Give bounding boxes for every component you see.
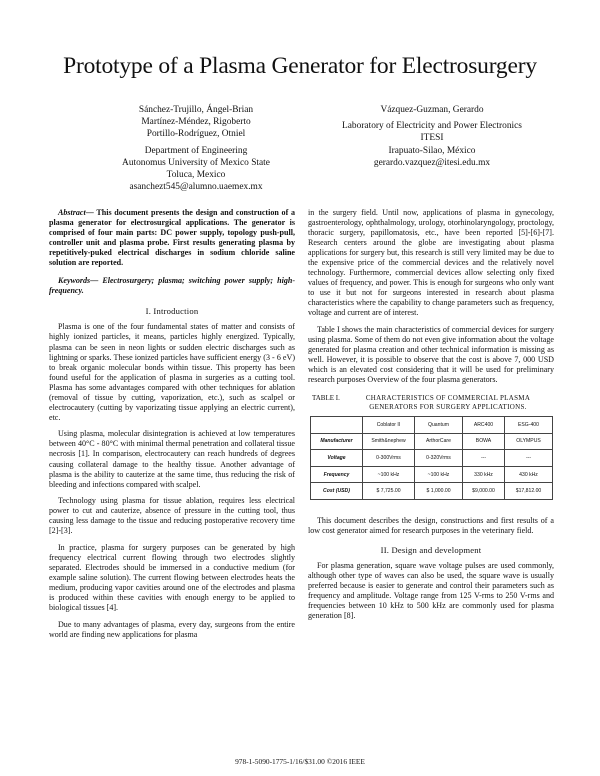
body-paragraph: Table I shows the main characteristics of commercial devices for surgery using plasma. Some of them do not even give information about the voltage generated for plasma creation and other technical information is missing as well. However, it is possible to observe that the cost is above 7, 000 USD which is an elevated cost considering that it will be used for preliminary research purposes Overview of the four plasma generators. xyxy=(308,325,554,385)
author-affiliation: ITESI xyxy=(420,133,444,144)
abstract-label: Abstract— xyxy=(58,208,94,217)
table-cell: --- xyxy=(505,450,553,467)
table-cell: ~100 kHz xyxy=(415,466,463,483)
author-affiliation: Department of Engineering xyxy=(144,145,248,156)
table-cell: $9,000.00 xyxy=(463,483,505,500)
left-column xyxy=(49,208,295,646)
author-email: gerardo.vazquez@itesi.edu.mx xyxy=(373,157,491,168)
table-header-cell xyxy=(311,417,363,434)
table-header-cell: ARC400 xyxy=(463,417,505,434)
author-affiliation: Toluca, Mexico xyxy=(166,170,226,181)
section-heading-introduction: I. Introduction xyxy=(145,306,199,317)
table-cell: Smith&nephew xyxy=(363,433,415,450)
section-heading-design: II. Design and development xyxy=(380,545,482,556)
body-paragraph: Using plasma, molecular disintegration is achieved at low temperatures between 40°C - 80°C with minimal thermal penetration and collateral tissue necrosis [1]. In comparison, electrocautery can reach hundreds of degrees causing collateral damage to the healthy tissue. Another advantage of plasma is the ability to cauterize at the same time, thus reducing the risk of bleeding and infections compared with scalpel. xyxy=(49,429,295,489)
author-name: Martínez-Méndez, Rigoberto xyxy=(141,117,251,128)
table-cell: ~100 kHz xyxy=(363,466,415,483)
abstract xyxy=(49,208,295,268)
table-row xyxy=(311,466,553,483)
table-cell: $ 7,725.00 xyxy=(363,483,415,500)
author-affiliation: Laboratory of Electricity and Power Electronics xyxy=(342,121,522,132)
table-header-row xyxy=(311,417,553,434)
table-cell: 0-320Vrms xyxy=(415,450,463,467)
author-block-left xyxy=(76,104,316,193)
table-header-cell: Coblator II xyxy=(363,417,415,434)
table-cell: 330 kHz xyxy=(463,466,505,483)
table-header-cell: ESG-400 xyxy=(505,417,553,434)
table-cell: 430 kHz xyxy=(505,466,553,483)
table-row-label: Frequency xyxy=(311,466,363,483)
table-label: TABLE I. xyxy=(312,394,340,403)
copyright-footer: 978-1-5090-1775-1/16/$31.00 ©2016 IEEE xyxy=(235,757,365,766)
commercial-generators-table xyxy=(310,416,553,500)
table-cell: --- xyxy=(463,450,505,467)
body-paragraph: For plasma generation, square wave voltage pulses are used commonly, although other type of waves can also be used, the square wave is usually preferred because is easier to generate and control their parameters such as frequency and amplitude. Voltage range from 125 V-rms to 250 V-rms and frequencies between 10 kHz to 500 kHz are commonly used for plasma generation [8]. xyxy=(308,561,554,621)
keywords: Keywords— Electrosurgery; plasma; switching power supply; high-frequency. xyxy=(49,276,295,296)
table-row-label: Cost (USD) xyxy=(311,483,363,500)
author-email: asanchezt545@alumno.uaemex.mx xyxy=(129,182,263,193)
body-paragraph: Technology using plasma for tissue ablation, requires less electrical power to cut and cauterize, absence of pressure in the cutting tool, thus causing less damage to the tissue and reducing postoperative recovery time [2]-[3]. xyxy=(49,496,295,536)
author-affiliation: Autonomus University of Mexico State xyxy=(122,157,270,168)
right-column xyxy=(308,208,554,628)
author-name: Sánchez-Trujillo, Ángel-Brian xyxy=(138,105,254,115)
body-paragraph: in the surgery field. Until now, applications of plasma in gynecology, gastroenterology, ophthalmology, urology, otorhinolaryngology, proctology, thoracic surgery, papillomatosis, etc., have been reported [5]-[6]-[7]. Research centers around the globe are investigating about plasma applications for surgery but, this research is still very limited may be due to the expensive price of the commercial devices and the relatively novel technology. Furthermore, commercial devices allow selecting only fixed values of frequency, and power. This is enough for surgeons who only want to use it but not for surgeons interested in research about plasma characteristics where the capability to change parameters such as frequency, voltage and current are of interest. xyxy=(308,208,554,318)
paper-title: Prototype of a Plasma Generator for Electrosurgery xyxy=(63,53,537,79)
body-paragraph: Plasma is one of the four fundamental states of matter and consists of highly ionized particles, it means, particles highly energized. Typically, plasma can be seen in neon lights or sudden electric discharges such as lightning or sparks. These ionized particles have sufficient energy (3 - 6 eV) to break organic molecular bonds within tissue. This property has been found useful for the application of plasma in surgeries as a cutting tool. Plasma has some advantages compared with other techniques for ablation (removal of tissue by cutting, vaporization, etc.), such as scalpel or electrocautery (cutting by vaporizating tissue applying an electric current), etc. xyxy=(49,322,295,422)
table-row xyxy=(311,433,553,450)
table-row xyxy=(311,483,553,500)
abstract-text: This document presents the design and construction of a plasma generator for electrosurgical applications. The generator is comprised of four main parts: DC power supply, topology push-pull, controller unit and plasma probe. First results generating plasma by repetitively-puked electrical discharges in sodium chloride saline solution are reported. xyxy=(49,208,295,268)
table-cell: $ 1,000.00 xyxy=(415,483,463,500)
table-cell: 0-300Vrms xyxy=(363,450,415,467)
table-row-label: Manufacturer xyxy=(311,433,363,450)
table-row-label: Voltage xyxy=(311,450,363,467)
table-row xyxy=(311,450,553,467)
table-caption-text: CHARACTERISTICS OF COMMERCIAL PLASMA GENERATORS FOR SURGERY APPLICATIONS. xyxy=(365,394,531,411)
table-header-cell: Quantum xyxy=(415,417,463,434)
author-block-right xyxy=(312,104,552,169)
body-paragraph: This document describes the design, constructions and first results of a low cost generator aimed for research purposes in the veterinary field. xyxy=(308,516,554,536)
author-name: Portillo-Rodríguez, Otniel xyxy=(146,129,246,140)
body-paragraph: In practice, plasma for surgery purposes can be generated by high frequency electrical current flowing through two electrodes slightly separated. Electrodes should be immersed in a conductive medium (for example saline solution). The current flowing between electrodes heats the medium, producing vapor cavities around one of the electrodes and plasma is produced within these cavities with enough energy to be applied to biological tissues [4]. xyxy=(49,542,295,613)
body-paragraph: Due to many advantages of plasma, every day, surgeons from the entire world are finding new applications for plasma xyxy=(49,619,295,639)
table-cell: ArthorCare xyxy=(415,433,463,450)
table-caption xyxy=(312,394,554,411)
table-cell: OLYMPUS xyxy=(505,433,553,450)
table-cell: $17,812.00 xyxy=(505,483,553,500)
table-cell: BOWA xyxy=(463,433,505,450)
author-name: Vázquez-Guzman, Gerardo xyxy=(380,105,484,115)
author-affiliation: Irapuato-Silao, México xyxy=(388,145,476,156)
